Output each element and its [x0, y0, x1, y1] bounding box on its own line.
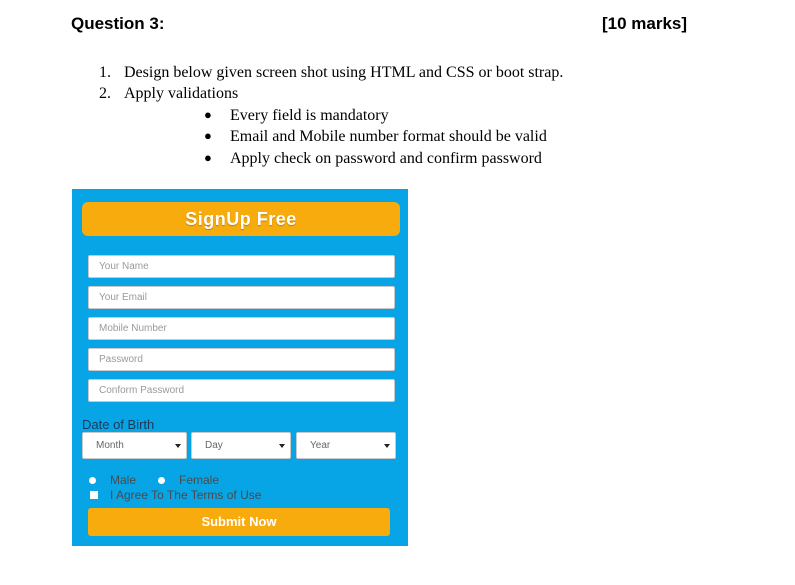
name-input[interactable]: Your Name	[88, 255, 395, 278]
instruction-2-number: 2.	[99, 85, 111, 102]
chevron-down-icon	[175, 444, 181, 448]
validation-text-2: Email and Mobile number format should be valid	[230, 128, 547, 145]
instruction-1-text: Design below given screen shot using HTML and CSS or boot strap.	[124, 64, 564, 81]
password-input[interactable]: Password	[88, 348, 395, 371]
bullet-icon: ●	[204, 107, 212, 122]
day-select-label: Day	[205, 440, 223, 451]
instruction-1-number: 1.	[99, 64, 111, 81]
question-title: Question 3:	[71, 14, 165, 33]
male-radio[interactable]	[89, 477, 96, 484]
instruction-2-text: Apply validations	[124, 85, 239, 102]
email-input[interactable]: Your Email	[88, 286, 395, 309]
female-radio[interactable]	[158, 477, 165, 484]
day-select[interactable]	[191, 432, 291, 459]
validation-text-3: Apply check on password and confirm password	[230, 150, 542, 167]
chevron-down-icon	[279, 444, 285, 448]
mobile-input[interactable]: Mobile Number	[88, 317, 395, 340]
year-select-label: Year	[310, 440, 331, 451]
signup-title-banner: SignUp Free	[82, 202, 400, 236]
male-label: Male	[110, 473, 137, 487]
year-select[interactable]	[296, 432, 396, 459]
month-select[interactable]	[82, 432, 187, 459]
dob-label: Date of Birth	[82, 417, 155, 432]
female-label: Female	[179, 473, 220, 487]
signup-form-screenshot	[72, 189, 408, 546]
terms-label: I Agree To The Terms of Use	[110, 488, 262, 502]
month-select-label: Month	[96, 440, 124, 451]
terms-checkbox[interactable]	[90, 491, 98, 499]
bullet-icon: ●	[204, 150, 212, 165]
confirm-password-input[interactable]: Conform Password	[88, 379, 395, 402]
validation-text-1: Every field is mandatory	[230, 107, 389, 124]
chevron-down-icon	[384, 444, 390, 448]
bullet-icon: ●	[204, 128, 212, 143]
question-marks: [10 marks]	[602, 14, 688, 33]
submit-button[interactable]: Submit Now	[88, 508, 390, 536]
